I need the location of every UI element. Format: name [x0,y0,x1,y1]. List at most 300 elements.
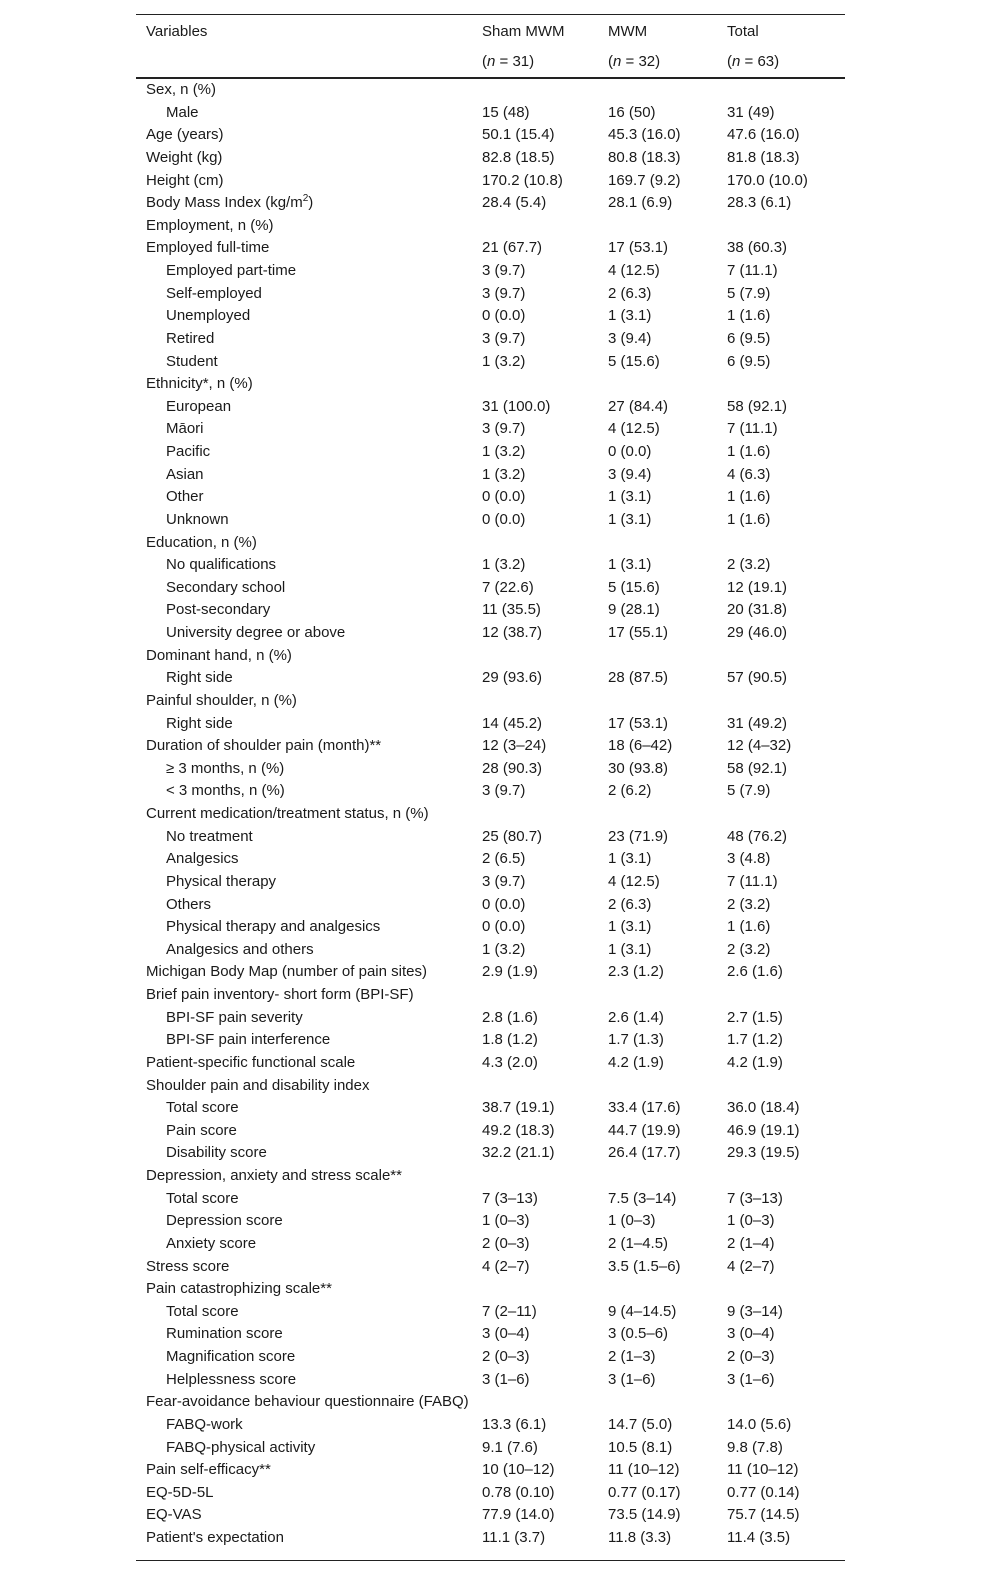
table-row [136,1120,845,1143]
sham-mwm-value: 29 (93.6) [482,669,543,687]
mwm-value: 2.3 (1.2) [608,963,664,981]
sham-mwm-value: 170.2 (10.8) [482,171,563,189]
total-value: 58 (92.1) [727,759,788,777]
sham-mwm-value: 12 (3–24) [482,737,547,755]
table-row [136,780,845,803]
sham-mwm-value: 3 (0–4) [482,1325,530,1343]
sham-mwm-value: 2 (6.5) [482,850,526,868]
row-label: Asian [166,465,204,483]
table-row [136,1437,845,1460]
row-label: Physical therapy [166,872,277,890]
total-value: 1 (1.6) [727,918,771,936]
table-row [136,1256,845,1279]
total-value: 9 (3–14) [727,1302,783,1320]
mwm-value: 33.4 (17.6) [608,1099,681,1117]
sham-mwm-value: 2 (0–3) [482,1234,530,1252]
row-label: University degree or above [166,624,346,641]
mwm-value: 2 (1–4.5) [608,1234,669,1252]
sham-mwm-value: 1 (3.2) [482,465,526,483]
mwm-value: 1 (3.1) [608,510,652,528]
sham-mwm-value: 1 (3.2) [482,940,526,958]
table-row [136,102,845,125]
mwm-value: 4 (12.5) [608,872,660,890]
total-value: 1 (1.6) [727,307,771,325]
row-label: Duration of shoulder pain (month)** [146,737,382,755]
mwm-value: 1 (3.1) [608,850,652,868]
total-value: 46.9 (19.1) [727,1121,800,1139]
mwm-value: 27 (84.4) [608,397,669,415]
row-label: Unemployed [166,307,251,325]
row-label: Others [166,895,212,913]
row-label: Depression score [166,1212,283,1230]
total-value: 2 (1–4) [727,1234,775,1252]
mwm-value: 1 (3.1) [608,940,652,958]
table-row [136,916,845,939]
table-row [136,1052,845,1075]
table-row [136,124,845,147]
total-value: 6 (9.5) [727,352,771,370]
table-row [136,961,845,984]
row-label: Māori [166,420,204,438]
table-row [136,351,845,374]
row-label: Stress score [146,1257,230,1275]
row-label: Total score [166,1302,239,1320]
total-value: 4 (6.3) [727,465,771,483]
sham-mwm-value: 12 (38.7) [482,624,543,641]
row-label: < 3 months, n (%) [166,782,285,800]
row-label: Male [166,103,199,121]
row-label: Dominant hand, n (%) [146,646,292,664]
row-label: Current medication/treatment status, n (%) [146,805,429,822]
total-value: 36.0 (18.4) [727,1099,800,1117]
mwm-value: 11.8 (3.3) [608,1529,672,1546]
mwm-value: 4.2 (1.9) [608,1053,664,1071]
row-label: Brief pain inventory- short form (BPI-SF) [146,986,414,1003]
mwm-value: 0 (0.0) [608,443,652,460]
table-body [136,79,845,1550]
sham-mwm-value: 28 (90.3) [482,759,543,777]
table-row [136,1233,845,1256]
total-value: 1 (1.6) [727,443,771,460]
mwm-value: 5 (15.6) [608,352,660,370]
row-label: FABQ-work [166,1415,243,1433]
sham-mwm-value: 0 (0.0) [482,918,526,936]
mwm-value: 9 (28.1) [608,601,660,619]
total-value: 2 (3.2) [727,895,771,913]
table-row [136,939,845,962]
row-label: Total score [166,1099,239,1117]
row-label: Patient-specific functional scale [146,1053,356,1071]
mwm-value: 28.1 (6.9) [608,194,673,212]
table-row [136,848,845,871]
sham-mwm-value: 9.1 (7.6) [482,1438,538,1456]
table-row [136,826,845,849]
table-row [136,441,845,464]
sham-mwm-value: 3 (9.7) [482,420,526,438]
table-row [136,1188,845,1211]
sham-mwm-value: 50.1 (15.4) [482,126,555,144]
sham-mwm-value: 0 (0.0) [482,307,526,325]
sham-mwm-value: 7 (22.6) [482,578,534,596]
mwm-value: 23 (71.9) [608,827,669,845]
mwm-value: 1 (3.1) [608,488,652,506]
table-row [136,690,845,713]
total-value: 29.3 (19.5) [727,1144,800,1162]
sham-mwm-value: 32.2 (21.1) [482,1144,555,1162]
row-label: Pain catastrophizing scale** [146,1280,332,1298]
total-value: 2 (3.2) [727,556,771,574]
row-label: Right side [166,714,233,732]
table-row [136,1346,845,1369]
row-label: No treatment [166,827,253,845]
sham-mwm-value: 4.3 (2.0) [482,1053,538,1071]
row-label: Right side [166,669,233,687]
mwm-value: 1.7 (1.3) [608,1031,664,1049]
total-value: 3 (0–4) [727,1325,775,1343]
sham-mwm-value: 15 (48) [482,103,530,121]
total-value: 1 (0–3) [727,1212,775,1230]
table-row [136,984,845,1007]
sham-mwm-value: 7 (3–13) [482,1189,538,1207]
mwm-value: 18 (6–42) [608,737,673,755]
sham-mwm-value: 13.3 (6.1) [482,1415,547,1433]
header-sham-n: (n = 31) [482,53,535,70]
row-label: Pacific [166,443,211,460]
total-value: 7 (11.1) [727,420,778,438]
sham-mwm-value: 28.4 (5.4) [482,194,547,212]
sham-mwm-value: 1 (3.2) [482,556,526,574]
header-total-n: (n = 63) [727,53,780,70]
total-value: 9.8 (7.8) [727,1438,783,1456]
mwm-value: 11 (10–12) [608,1461,680,1479]
row-label: ≥ 3 months, n (%) [166,759,285,777]
mwm-value: 30 (93.8) [608,759,669,777]
table-row [136,735,845,758]
row-label: Secondary school [166,578,286,596]
mwm-value: 45.3 (16.0) [608,126,681,144]
table-row [136,147,845,170]
row-label: Age (years) [146,126,224,144]
table-row [136,1323,845,1346]
row-label: Physical therapy and analgesics [166,918,381,936]
row-label: EQ-VAS [146,1506,202,1524]
total-value: 3 (1–6) [727,1370,775,1388]
row-label: Michigan Body Map (number of pain sites) [146,963,427,981]
row-label: Body Mass Index $(kg/m^2)$ [146,193,314,212]
table-row [136,1369,845,1392]
row-label: Helplessness score [166,1370,297,1388]
row-label: Patient's expectation [146,1529,284,1546]
header-total: Total [727,23,759,40]
header-sham-mwm: Sham MWM [482,23,565,40]
table-row [136,464,845,487]
mwm-value: 2 (6.3) [608,895,652,913]
sham-mwm-value: 3 (9.7) [482,262,526,279]
row-label: No qualifications [166,556,277,574]
row-label: Magnification score [166,1348,296,1365]
total-value: 75.7 (14.5) [727,1506,800,1524]
table-row [136,396,845,419]
row-label: BPI-SF pain severity [166,1008,303,1026]
table-row [136,1210,845,1233]
table-bottom-rule [136,1550,845,1561]
row-label: European [166,397,232,415]
table-row [136,215,845,238]
mwm-value: 17 (55.1) [608,624,669,641]
table-row [136,803,845,826]
mwm-value: 3 (1–6) [608,1370,656,1388]
table-row [136,1075,845,1098]
table-row [136,260,845,283]
total-value: 57 (90.5) [727,669,788,687]
total-value: 11 (10–12) [727,1461,799,1479]
sham-mwm-value: 3 (9.7) [482,329,526,347]
table-row [136,192,845,215]
row-label: Employed full-time [146,239,270,257]
row-label: Disability score [166,1144,267,1162]
table-row [136,1391,845,1414]
mwm-value: 80.8 (18.3) [608,148,681,166]
row-label: Employment, n (%) [146,216,274,234]
mwm-value: 2 (6.3) [608,284,652,302]
row-label: Painful shoulder, n (%) [146,691,297,709]
mwm-value: 16 (50) [608,103,656,121]
mwm-value: 2 (6.2) [608,782,652,800]
row-label: Pain score [166,1121,237,1139]
table-row [136,305,845,328]
row-label: Shoulder pain and disability index [146,1076,370,1094]
header-mwm: MWM [608,23,648,40]
mwm-value: 9 (4–14.5) [608,1302,677,1320]
row-label: Self-employed [166,284,262,302]
table-row [136,1029,845,1052]
total-value: 28.3 (6.1) [727,194,792,212]
table-row [136,894,845,917]
row-label: Analgesics and others [166,940,314,958]
total-value: 170.0 (10.0) [727,171,808,189]
table-row [136,645,845,668]
table-row [136,554,845,577]
total-value: 31 (49.2) [727,714,788,732]
total-value: 20 (31.8) [727,601,788,619]
table-row [136,667,845,690]
table-row [136,237,845,260]
sham-mwm-value: 2.9 (1.9) [482,963,538,981]
mwm-value: 10.5 (8.1) [608,1438,673,1456]
row-label: Depression, anxiety and stress scale** [146,1167,402,1184]
sham-mwm-value: 2 (0–3) [482,1348,530,1365]
total-value: 2 (3.2) [727,940,771,958]
table-row [136,599,845,622]
total-value: 5 (7.9) [727,782,771,800]
mwm-value: 3.5 (1.5–6) [608,1257,681,1275]
sham-mwm-value: 49.2 (18.3) [482,1121,555,1139]
table-row [136,1301,845,1324]
table-row [136,1527,845,1550]
row-label: Post-secondary [166,601,271,619]
total-value: 2.7 (1.5) [727,1008,783,1026]
total-value: 5 (7.9) [727,284,771,302]
table-row [136,1459,845,1482]
mwm-value: 1 (3.1) [608,918,652,936]
row-label: Total score [166,1189,239,1207]
sham-mwm-value: 11.1 (3.7) [482,1529,546,1546]
table-row [136,758,845,781]
sham-mwm-value: 2.8 (1.6) [482,1008,538,1026]
mwm-value: 3 (9.4) [608,329,652,347]
total-value: 7 (11.1) [727,872,778,890]
header-mwm-n: (n = 32) [608,53,661,70]
total-value: 7 (11.1) [727,262,778,279]
mwm-value: 17 (53.1) [608,714,669,732]
table-row [136,328,845,351]
total-value: 0.77 (0.14) [727,1483,800,1501]
total-value: 3 (4.8) [727,850,771,868]
mwm-value: 1 (3.1) [608,307,652,325]
sham-mwm-value: 0 (0.0) [482,895,526,913]
row-label: Fear-avoidance behaviour questionnaire (FABQ) [146,1393,469,1411]
sham-mwm-value: 10 (10–12) [482,1461,555,1479]
sham-mwm-value: 38.7 (19.1) [482,1099,555,1117]
sham-mwm-value: 3 (9.7) [482,872,526,890]
table-row [136,283,845,306]
mwm-value: 3 (9.4) [608,465,652,483]
row-label: Analgesics [166,850,239,868]
table-row [136,1278,845,1301]
sham-mwm-value: 3 (1–6) [482,1370,530,1388]
row-label: Pain self-efficacy** [146,1461,271,1479]
row-label: Sex, n (%) [146,81,217,98]
table-row [136,577,845,600]
mwm-value: 73.5 (14.9) [608,1506,681,1524]
sham-mwm-value: 4 (2–7) [482,1257,530,1275]
mwm-value: 2 (1–3) [608,1348,656,1365]
total-value: 6 (9.5) [727,329,771,347]
total-value: 29 (46.0) [727,624,788,641]
table-row [136,1007,845,1030]
mwm-value: 4 (12.5) [608,262,660,279]
row-label: Education, n (%) [146,533,257,551]
mwm-value: 5 (15.6) [608,578,660,596]
total-value: 31 (49) [727,103,775,121]
table-row [136,622,845,645]
sham-mwm-value: 77.9 (14.0) [482,1506,555,1524]
row-label: Employed part-time [166,262,297,279]
sham-mwm-value: 82.8 (18.5) [482,148,555,166]
mwm-value: 28 (87.5) [608,669,669,687]
mwm-value: 0.77 (0.17) [608,1483,681,1501]
total-value: 2 (0–3) [727,1348,775,1365]
mwm-value: 26.4 (17.7) [608,1144,681,1162]
sham-mwm-value: 21 (67.7) [482,239,543,257]
mwm-value: 2.6 (1.4) [608,1008,664,1026]
row-label: Unknown [166,510,229,528]
total-value: 1.7 (1.2) [727,1031,783,1049]
table-header [136,14,845,79]
table-row [136,871,845,894]
sham-mwm-value: 0.78 (0.10) [482,1483,555,1501]
table-row [136,1414,845,1437]
sham-mwm-value: 0 (0.0) [482,488,526,506]
sham-mwm-value: 11 (35.5) [482,601,541,619]
mwm-value: 4 (12.5) [608,420,660,438]
sham-mwm-value: 14 (45.2) [482,714,543,732]
table-row [136,486,845,509]
baseline-characteristics-table [136,14,845,1561]
sham-mwm-value: 3 (9.7) [482,782,526,800]
total-value: 2.6 (1.6) [727,963,783,981]
mwm-value: 44.7 (19.9) [608,1121,681,1139]
row-label: Height (cm) [146,171,224,189]
sham-mwm-value: 0 (0.0) [482,510,526,528]
total-value: 1 (1.6) [727,510,771,528]
mwm-value: 17 (53.1) [608,239,669,257]
table-row [136,1504,845,1527]
sham-mwm-value: 25 (80.7) [482,827,543,845]
mwm-value: 7.5 (3–14) [608,1189,677,1207]
total-value: 12 (4–32) [727,737,792,755]
sham-mwm-value: 1 (0–3) [482,1212,530,1230]
total-value: 7 (3–13) [727,1189,783,1207]
total-value: 4 (2–7) [727,1257,775,1275]
header-variables: Variables [146,23,208,40]
total-value: 14.0 (5.6) [727,1415,792,1433]
table-row [136,1482,845,1505]
table-row [136,170,845,193]
row-label: Retired [166,329,215,347]
sham-mwm-value: 1 (3.2) [482,352,526,370]
table-row [136,1142,845,1165]
table-row [136,418,845,441]
row-label: Anxiety score [166,1234,257,1252]
table-row [136,1097,845,1120]
total-value: 58 (92.1) [727,397,788,415]
row-label: EQ-5D-5L [146,1483,214,1501]
table-row [136,1165,845,1188]
sham-mwm-value: 7 (2–11) [482,1302,537,1320]
row-label: Rumination score [166,1325,283,1343]
total-value: 11.4 (3.5) [727,1529,791,1546]
total-value: 1 (1.6) [727,488,771,506]
row-label: Weight (kg) [146,148,223,166]
sham-mwm-value: 31 (100.0) [482,397,551,415]
mwm-value: 14.7 (5.0) [608,1415,673,1433]
row-label: BPI-SF pain interference [166,1031,331,1049]
row-label: Other [166,488,204,506]
mwm-value: 1 (3.1) [608,556,652,574]
total-value: 4.2 (1.9) [727,1053,783,1071]
row-label: FABQ-physical activity [166,1438,316,1456]
total-value: 12 (19.1) [727,578,788,596]
sham-mwm-value: 1.8 (1.2) [482,1031,538,1049]
sham-mwm-value: 3 (9.7) [482,284,526,302]
total-value: 47.6 (16.0) [727,126,800,144]
mwm-value: 3 (0.5–6) [608,1325,669,1343]
mwm-value: 1 (0–3) [608,1212,656,1230]
table-row [136,373,845,396]
table-row [136,532,845,555]
table-row [136,79,845,102]
row-label: Ethnicity*, n (%) [146,375,253,393]
total-value: 48 (76.2) [727,827,788,845]
table-row [136,713,845,736]
row-label: Student [166,352,218,370]
table-row [136,509,845,532]
mwm-value: 169.7 (9.2) [608,171,681,189]
total-value: 38 (60.3) [727,239,788,257]
total-value: 81.8 (18.3) [727,148,800,166]
sham-mwm-value: 1 (3.2) [482,443,526,460]
